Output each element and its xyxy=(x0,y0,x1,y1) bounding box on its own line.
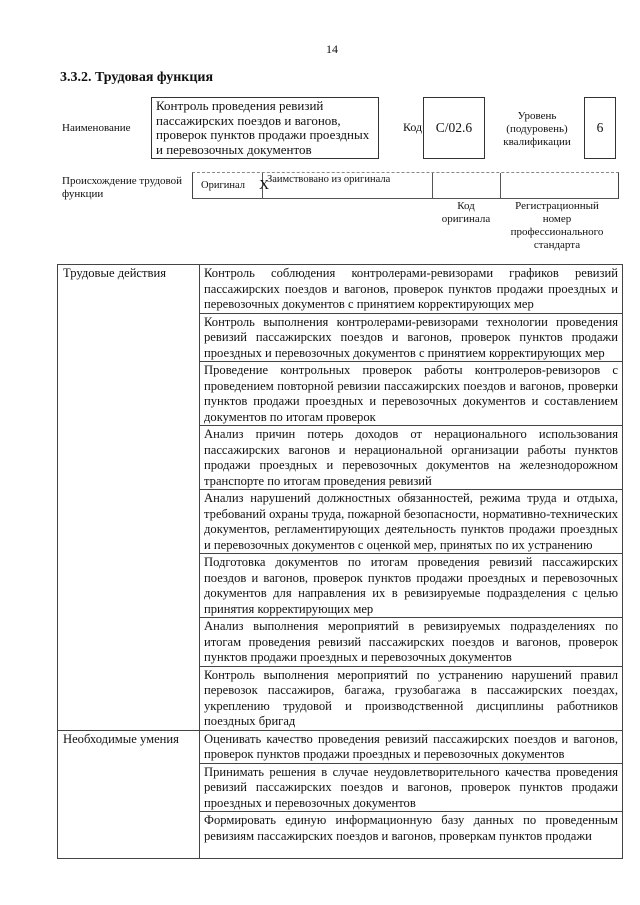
table-row xyxy=(58,730,623,763)
section-item-text: Проведение контрольных проверок работы контролеров-ревизоров с проведением повторной ревизии пассажирских поездов и вагонов, проверки пунктов продажи проездных и перевозочных документов и составлением документов по итогам проверок xyxy=(204,363,618,424)
level-label: Уровень (подуровень) квалификации xyxy=(503,110,571,148)
page-number: 14 xyxy=(326,42,338,56)
section-item xyxy=(200,265,623,314)
name-label: Наименование xyxy=(62,122,131,134)
section-item xyxy=(200,666,623,730)
origin-table xyxy=(192,172,619,199)
section-item-text: Анализ выполнения мероприятий в ревизируемых подразделениях по итогам проведения ревизий пассажирских поездов и вагонов, проверок пунктов продажи проездных и перевозочных документов xyxy=(204,619,618,664)
section-item-text: Анализ причин потерь доходов от нерационального использования пассажирских вагонов и нерациональной организации работы пунктов продажи проездных и перевозочных документов на железнодорожном транспорте по итогам проведения ревизий xyxy=(204,427,618,488)
section-item xyxy=(200,313,623,362)
original-mark: X xyxy=(259,177,270,193)
table-row xyxy=(58,265,623,314)
section-item xyxy=(200,763,623,812)
code-label: Код xyxy=(403,120,423,134)
section-item-text: Контроль выполнения контролерами-ревизорами технологии проведения ревизий пассажирских поездов и вагонов, проверок пунктов продажи проездных и перевозочных документов с принятием корректирующих мер xyxy=(204,314,618,360)
reg-number-cell xyxy=(501,173,618,198)
original-label: Оригинал xyxy=(201,179,245,191)
original-code-caption: Код оригинала xyxy=(441,200,491,225)
section-item-text: Оценивать качество проведения ревизий пассажирских поездов и вагонов, проверок пунктов продажи проездных и перевозочных документов xyxy=(204,731,618,761)
borrowed-label: Заимствовано из оригинала xyxy=(263,173,433,198)
section-item-text: Подготовка документов по итогам проведения ревизий пассажирских поездов и вагонов, проверок пунктов продажи проездных и перевозочных документов для направления их в ревизируемые подразделения с целью принятия корректирующих мер xyxy=(204,555,618,616)
section-item xyxy=(200,362,623,426)
original-code-cell xyxy=(433,173,501,198)
section-item xyxy=(200,812,623,859)
origin-label: Происхождение трудовой функции xyxy=(62,175,183,200)
section-title-cell: Необходимые умения xyxy=(58,730,200,859)
section-item xyxy=(200,730,623,763)
section-item-text: Формировать единую информационную базу данных по проведенным ревизиям пассажирских поездов и вагонов, проверкам пунктов продажи xyxy=(204,813,618,843)
section-item-text: Принимать решения в случае неудовлетворительного качества проведения ревизий пассажирских поездов и вагонов, проверок пунктов продажи проездных и перевозочных документов xyxy=(204,764,618,810)
section-item-text: Контроль соблюдения контролерами-ревизорами графиков ревизий пассажирских поездов и вагонов, проверок пунктов продажи проездных и перевозочных документов с принятием корректирующих мер xyxy=(204,266,618,311)
section-item xyxy=(200,618,623,667)
code-value: С/02.6 xyxy=(423,97,485,159)
section-title-cell: Трудовые действия xyxy=(58,265,200,731)
labor-function-table xyxy=(57,264,623,859)
name-value: Контроль проведения ревизий пассажирских поездов и вагонов, проверок пунктов продажи проездных и перевозочных документов xyxy=(151,97,379,159)
section-item-text: Контроль выполнения мероприятий по устранению нарушений правил перевозок пассажиров, багажа, грузобагажа в пассажирских поездах, укреплению трудовой и производственной дисциплины работников поездных бригад xyxy=(204,667,618,728)
section-item xyxy=(200,490,623,554)
reg-number-caption: Регистрационный номер профессионального стандарта xyxy=(510,200,604,251)
level-value: 6 xyxy=(584,97,616,159)
section-item-text: Анализ нарушений должностных обязанностей, режима труда и отдыха, требований охраны труда, пожарной безопасности, нормативно-технических документов, регламентирующих деятельность пунктов продажи проездных и перевозочных документов с оценкой мер, принятых по их устранению xyxy=(204,491,618,552)
section-title: 3.3.2. Трудовая функция xyxy=(60,70,214,85)
original-cell xyxy=(193,173,270,198)
section-item xyxy=(200,554,623,618)
section-item xyxy=(200,426,623,490)
